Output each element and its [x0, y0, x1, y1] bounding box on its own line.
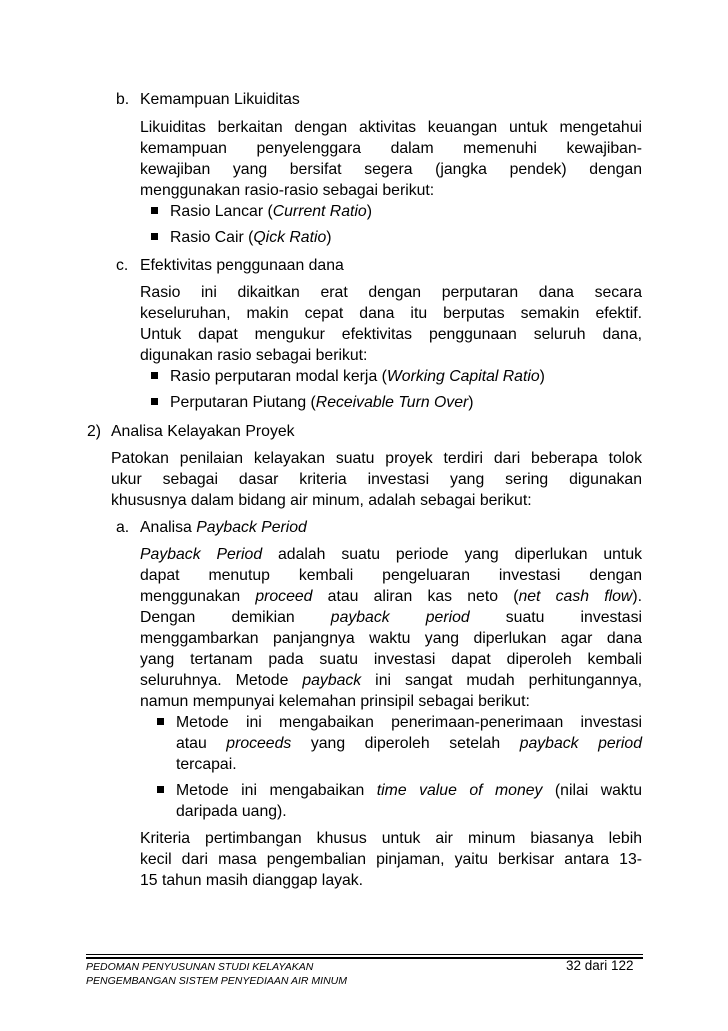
- bullet-square-icon: [157, 786, 164, 793]
- list-marker-c: c.: [116, 257, 129, 274]
- list-marker-b: b.: [116, 91, 130, 108]
- bullet-item: Rasio perputaran modal kerja (Working Capital Ratio): [170, 368, 545, 385]
- paragraph-line: Kriteria pertimbangan khusus untuk air minum biasanya lebih: [140, 830, 642, 847]
- paragraph-line: menggunakan rasio-rasio sebagai berikut:: [140, 182, 435, 199]
- paragraph-line: Likuiditas berkaitan dengan aktivitas keuangan untuk mengetahui: [140, 119, 642, 136]
- paragraph-line: khususnya dalam bidang air minum, adalah sebagai berikut:: [111, 492, 532, 509]
- bullet-square-icon: [151, 233, 158, 240]
- paragraph-line: ukur sebagai dasar kriteria investasi yang sering digunakan: [111, 471, 642, 488]
- bullet-square-icon: [157, 718, 164, 725]
- bullet-item: Perputaran Piutang (Receivable Turn Over): [170, 394, 474, 411]
- paragraph-line: 15 tahun masih dianggap layak.: [140, 872, 364, 889]
- footer-rule-thick: [86, 957, 643, 959]
- bullet-item-line: atau proceeds yang diperoleh setelah payback period: [176, 735, 642, 752]
- footer-title-line1: PEDOMAN PENYUSUNAN STUDI KELAYAKAN: [86, 961, 314, 973]
- bullet-item-line: tercapai.: [176, 756, 237, 773]
- footer-title-line2: PENGEMBANGAN SISTEM PENYEDIAAN AIR MINUM: [86, 975, 347, 987]
- paragraph-line: Rasio ini dikaitkan erat dengan perputaran dana secara: [140, 284, 642, 301]
- heading-kemampuan-likuiditas: Kemampuan Likuiditas: [140, 91, 300, 108]
- bullet-square-icon: [151, 372, 158, 379]
- list-marker-a: a.: [116, 519, 130, 536]
- heading-analisa-kelayakan: Analisa Kelayakan Proyek: [111, 423, 295, 440]
- paragraph-line: kecil dari masa pengembalian pinjaman, yaitu berkisar antara 13-: [140, 851, 642, 868]
- paragraph-line: Payback Period adalah suatu periode yang diperlukan untuk: [140, 546, 643, 563]
- bullet-square-icon: [151, 398, 158, 405]
- heading-payback-period: Analisa Payback Period: [140, 519, 307, 536]
- paragraph-line: menggambarkan panjangnya waktu yang diperlukan agar dana: [140, 630, 642, 647]
- footer-rule-thin: [86, 954, 643, 955]
- paragraph-line: Untuk dapat mengukur efektivitas penggunaan seluruh dana,: [140, 326, 642, 343]
- bullet-square-icon: [151, 207, 158, 214]
- paragraph-line: namun mempunyai kelemahan prinsipil sebagai berikut:: [140, 693, 530, 710]
- bullet-item-line: Metode ini mengabaikan penerimaan-penerimaan investasi: [176, 714, 642, 731]
- paragraph-line: kemampuan penyelenggara dalam memenuhi kewajiban-: [140, 140, 642, 157]
- paragraph-line: yang tertanam pada suatu investasi dapat diperoleh kembali: [140, 651, 642, 668]
- bullet-item-line: daripada uang).: [176, 803, 287, 820]
- paragraph-line: keseluruhan, makin cepat dana itu berputas semakin efektif.: [140, 305, 642, 322]
- page-number: 32 dari 122: [566, 958, 634, 973]
- paragraph-line: seluruhnya. Metode payback ini sangat mudah perhitungannya,: [140, 672, 642, 689]
- bullet-item: Rasio Cair (Qick Ratio): [170, 229, 332, 246]
- paragraph-line: Dengan demikian payback period suatu investasi: [140, 609, 643, 626]
- paragraph-line: menggunakan proceed atau aliran kas neto (net cash flow).: [140, 588, 642, 605]
- bullet-item: Rasio Lancar (Current Ratio): [170, 203, 372, 220]
- paragraph-line: kewajiban yang bersifat segera (jangka pendek) dengan: [140, 161, 642, 178]
- list-marker-2: 2): [87, 423, 102, 440]
- paragraph-line: Patokan penilaian kelayakan suatu proyek terdiri dari beberapa tolok: [111, 450, 642, 467]
- bullet-item-line: Metode ini mengabaikan time value of money (nilai waktu: [176, 782, 643, 799]
- paragraph-line: digunakan rasio sebagai berikut:: [140, 347, 368, 364]
- paragraph-line: dapat menutup kembali pengeluaran investasi dengan: [140, 567, 642, 584]
- heading-efektivitas: Efektivitas penggunaan dana: [140, 257, 344, 274]
